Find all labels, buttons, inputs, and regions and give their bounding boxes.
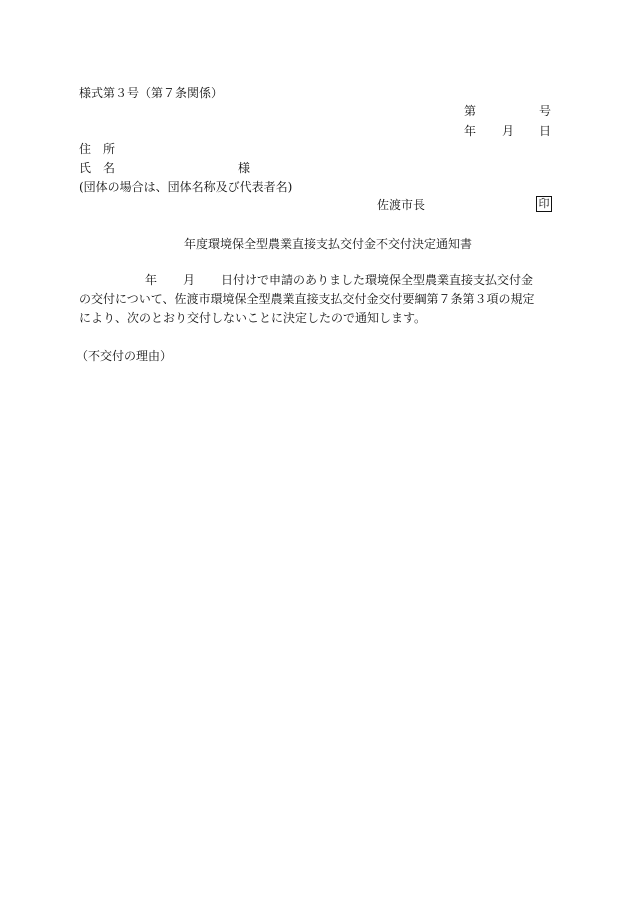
honorific: 様: [238, 161, 251, 175]
sender-title: 佐渡市長: [377, 198, 426, 212]
group-note: (団体の場合は、団体名称及び代表者名): [79, 180, 293, 194]
body-month: 月: [183, 273, 196, 287]
reason-label: （不交付の理由）: [76, 349, 173, 363]
seal-mark: 印: [536, 196, 552, 212]
date-day: 日: [539, 124, 552, 138]
body-line-2: の交付について、佐渡市環境保全型農業直接支払交付金交付要綱第７条第３項の規定: [79, 292, 535, 306]
date-year: 年: [464, 124, 477, 138]
body-line-1: 日付けで申請のありました環境保全型農業直接支払交付金: [221, 273, 534, 287]
doc-number-suffix: 号: [539, 104, 552, 118]
doc-number-prefix: 第: [464, 104, 477, 118]
name-label: 氏 名: [79, 161, 116, 175]
date-month: 月: [502, 124, 515, 138]
document-title: 年度環境保全型農業直接支払交付金不交付決定通知書: [184, 237, 473, 251]
form-label: 様式第３号（第７条関係）: [79, 86, 224, 100]
address-label: 住 所: [79, 142, 116, 156]
body-line-3: により、次のとおり交付しないことに決定したので通知します。: [79, 311, 427, 325]
body-year: 年: [145, 273, 158, 287]
